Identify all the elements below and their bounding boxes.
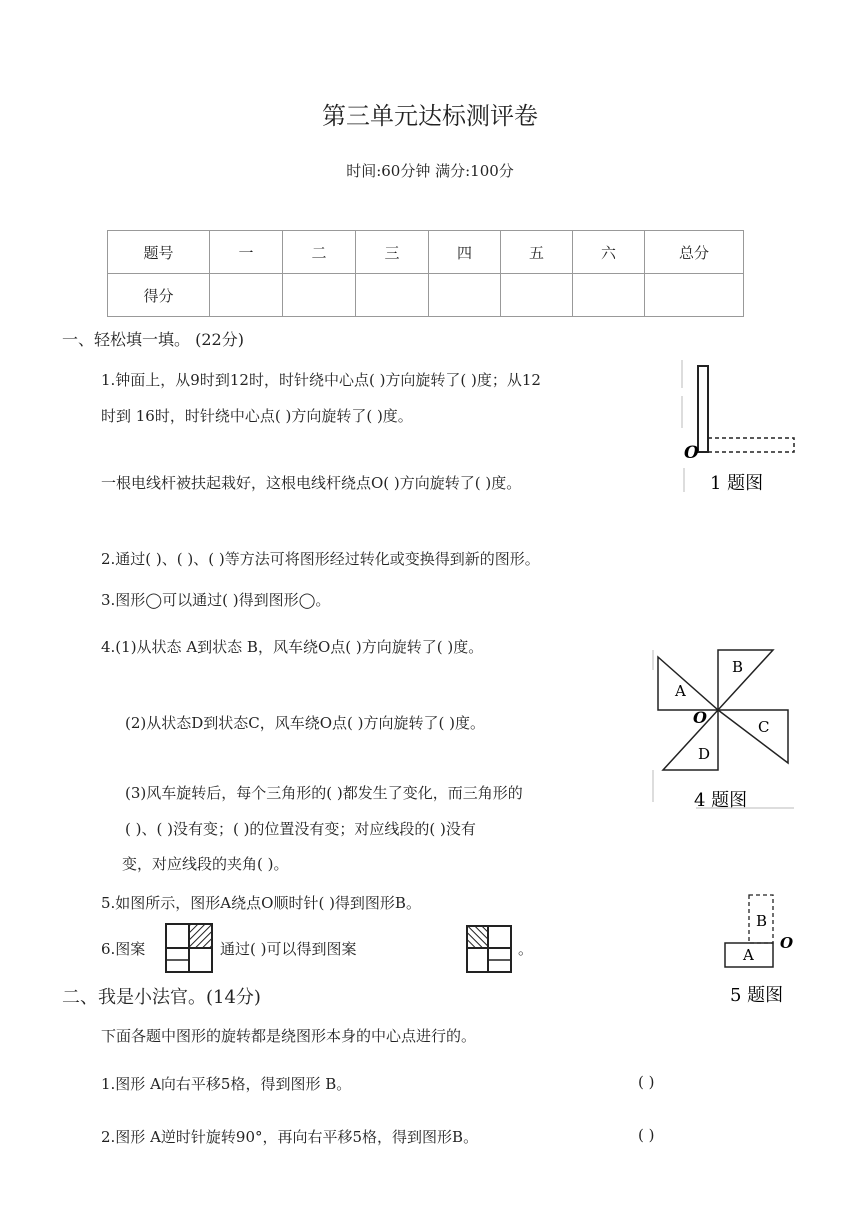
figure-1-point-o: O	[684, 443, 699, 463]
question-4-part-3-line-3: 变，对应线段的夹角( )。	[122, 855, 289, 873]
question-1-line-2: 时到 16时，时针绕中心点( )方向旋转了( )度。	[101, 407, 413, 425]
header-cell: 二	[283, 231, 356, 274]
figure-4-label-a: A	[675, 682, 686, 700]
judge-question-1: 1.图形 A向右平移5格，得到图形 B。	[101, 1075, 352, 1093]
header-cell: 六	[573, 231, 645, 274]
question-6-middle: 通过( )可以得到图案	[220, 940, 357, 958]
header-cell: 题号	[108, 231, 210, 274]
question-6-pattern-original	[164, 922, 214, 974]
figure-5-caption: 5 题图	[730, 985, 784, 1006]
header-cell: 五	[501, 231, 573, 274]
question-4-part-3-line-1: (3)风车旋转后，每个三角形的( )都发生了变化，而三角形的	[125, 784, 523, 802]
figure-5-diagram	[716, 890, 806, 1010]
section-2-heading: 二、我是小法官。(14分)	[62, 987, 261, 1008]
question-3: 3.图形◯可以通过( )得到图形◯。	[101, 591, 331, 609]
question-5: 5.如图所示，图形A绕点O顺时针( )得到图形B。	[101, 894, 421, 912]
header-cell: 一	[210, 231, 283, 274]
figure-5-label-b: B	[756, 912, 768, 930]
header-cell: 四	[429, 231, 501, 274]
score-table-header-row	[108, 231, 744, 274]
score-cell[interactable]	[573, 274, 645, 317]
question-6-pattern-result	[465, 924, 515, 974]
question-6-end: 。	[518, 940, 534, 958]
figure-5-point-o: O	[780, 934, 794, 952]
score-table-score-row	[108, 274, 744, 317]
judge-question-2: 2.图形 A逆时针旋转90°，再向右平移5格，得到图形B。	[101, 1128, 479, 1146]
figure-1-pole-diagram	[674, 358, 804, 498]
score-table	[107, 230, 744, 317]
figure-4-caption: 4 题图	[694, 790, 748, 811]
header-cell: 总分	[645, 231, 744, 274]
question-1-line-3: 一根电线杆被扶起栽好，这根电线杆绕点O( )方向旋转了( )度。	[101, 474, 522, 492]
figure-5-label-a: A	[743, 946, 754, 964]
question-1-line-1: 1.钟面上，从9时到12时，时针绕中心点( )方向旋转了( )度；从12	[101, 371, 541, 389]
section-1-heading: 一、轻松填一填。 (22分)	[62, 330, 244, 349]
figure-4-label-b: B	[732, 658, 744, 676]
header-cell: 三	[356, 231, 429, 274]
question-4-part-3-line-2: ( )、( )没有变；( )的位置没有变；对应线段的( )没有	[125, 820, 476, 838]
score-cell[interactable]	[501, 274, 573, 317]
score-cell[interactable]	[429, 274, 501, 317]
figure-1-caption: 1 题图	[710, 473, 764, 494]
section-2-intro: 下面各题中图形的旋转都是绕图形本身的中心点进行的。	[101, 1027, 477, 1045]
figure-4-label-d: D	[698, 745, 711, 763]
row-label: 得分	[108, 274, 210, 317]
score-cell[interactable]	[645, 274, 744, 317]
question-6-start: 6.图案	[101, 940, 146, 958]
figure-4-label-c: C	[758, 718, 770, 736]
judge-question-1-answer[interactable]: ( )	[638, 1073, 655, 1091]
figure-4-point-o: O	[693, 708, 707, 727]
exam-time-info: 时间:60分钟 满分:100分	[346, 162, 514, 180]
score-cell[interactable]	[283, 274, 356, 317]
page-title: 第三单元达标测评卷	[322, 102, 538, 130]
question-4-part-2: (2)从状态D到状态C，风车绕O点( )方向旋转了( )度。	[125, 714, 485, 732]
figure-4-pinwheel	[648, 640, 798, 812]
question-4-part-1: 4.(1)从状态 A到状态 B，风车绕O点( )方向旋转了( )度。	[101, 638, 484, 656]
judge-question-2-answer[interactable]: ( )	[638, 1126, 655, 1144]
question-2: 2.通过( )、( )、( )等方法可将图形经过转化或变换得到新的图形。	[101, 550, 540, 568]
score-cell[interactable]	[210, 274, 283, 317]
score-cell[interactable]	[356, 274, 429, 317]
